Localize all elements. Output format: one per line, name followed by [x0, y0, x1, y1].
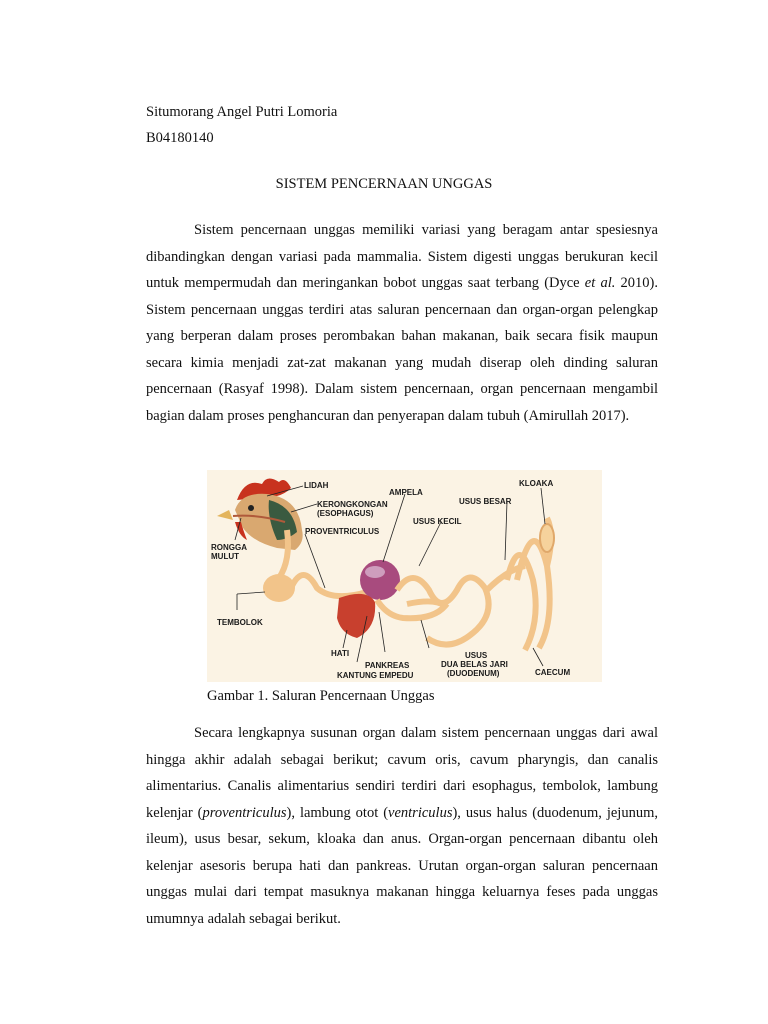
- label-rongga: RONGGA: [211, 543, 247, 552]
- proventriculus-tube: [291, 575, 367, 596]
- intro-text-etal: et al.: [584, 275, 616, 291]
- author-name: Situmorang Angel Putri Lomoria: [146, 104, 338, 120]
- figure-caption: Gambar 1. Saluran Pencernaan Unggas: [207, 688, 435, 704]
- label-hati: HATI: [331, 649, 350, 658]
- paragraph-organs: [146, 720, 658, 932]
- crop-organ: [263, 574, 295, 602]
- label-usus: USUS: [465, 651, 488, 660]
- organs-term-ventriculus: ventriculus: [388, 804, 453, 821]
- label-proventriculus: PROVENTRICULUS: [305, 527, 380, 536]
- label-esophagus: (ESOPHAGUS): [317, 509, 374, 518]
- label-ampela: AMPELA: [389, 488, 423, 497]
- cloaca-organ: [540, 524, 554, 552]
- organs-text-3: ), usus halus (duodenum, jejunum, ileum), usus besar, sekum, kloaka dan anus. Organ-organ pencernaan dibantu oleh kelenjar asesoris berupa hati dan pankreas. Urutan organ-organ saluran pencernaan unggas mulai dari tempat masuknya makanan hingga keluarnya feses pada unggas umumnya adalah sebagai berikut.: [146, 804, 658, 927]
- paragraph-intro: [146, 217, 658, 429]
- poultry-digestive-diagram: [207, 470, 602, 682]
- label-kerongkongan: KERONGKONGAN: [317, 500, 388, 509]
- label-usus-besar: USUS BESAR: [459, 497, 512, 506]
- label-lidah: LIDAH: [304, 481, 329, 490]
- label-pankreas: PANKREAS: [365, 661, 410, 670]
- intro-text-1: Sistem pencernaan unggas memiliki variasi yang beragam antar spesiesnya dibandingkan dengan variasi pada mammalia. Sistem digesti unggas berukuran kecil untuk mempermudah dan meringankan bobot unggas saat terbang (Dyce: [146, 222, 658, 291]
- student-id: B04180140: [146, 130, 214, 146]
- label-usus-kecil: USUS KECIL: [413, 517, 462, 526]
- liver-organ: [337, 594, 375, 638]
- label-kantung-empedu: KANTUNG EMPEDU: [337, 671, 414, 680]
- digestive-system-figure: [207, 470, 602, 682]
- intro-text-2: 2010). Sistem pencernaan unggas terdiri atas saluran pencernaan dan organ-organ pelengkap yang berperan dalam proses perombakan bahan makanan, baik secara fisik maupun secara kimia menjadi zat-zat makanan yang mudah diserap oleh dinding saluran pencernaan (Rasyaf 1998). Dalam sistem pencernaan, organ pencernaan mengambil bagian dalam proses penghancuran dan penyerapan dalam tubuh (Amirullah 2017).: [146, 275, 658, 424]
- label-tembolok: TEMBOLOK: [217, 618, 263, 627]
- document-title: SISTEM PENCERNAAN UNGGAS: [275, 176, 493, 192]
- label-caecum: CAECUM: [535, 668, 571, 677]
- organs-text-1: Secara lengkapnya susunan organ dalam sistem pencernaan unggas dari awal hingga akhir adalah sebagai berikut; cavum oris, cavum pharyngis, dan canalis alimentarius. Canalis alimentarius sendiri terdiri dari esophagus, tembolok, lambung kelenjar (: [146, 725, 658, 821]
- gizzard-organ: [360, 560, 400, 600]
- label-duodenum: (DUODENUM): [447, 669, 500, 678]
- label-kloaka: KLOAKA: [519, 479, 554, 488]
- organs-term-proventriculus: proventriculus: [202, 804, 287, 821]
- label-dua-belas-jari: DUA BELAS JARI: [441, 660, 508, 669]
- label-mulut: MULUT: [211, 552, 239, 561]
- organs-text-2: ), lambung otot (: [286, 804, 389, 821]
